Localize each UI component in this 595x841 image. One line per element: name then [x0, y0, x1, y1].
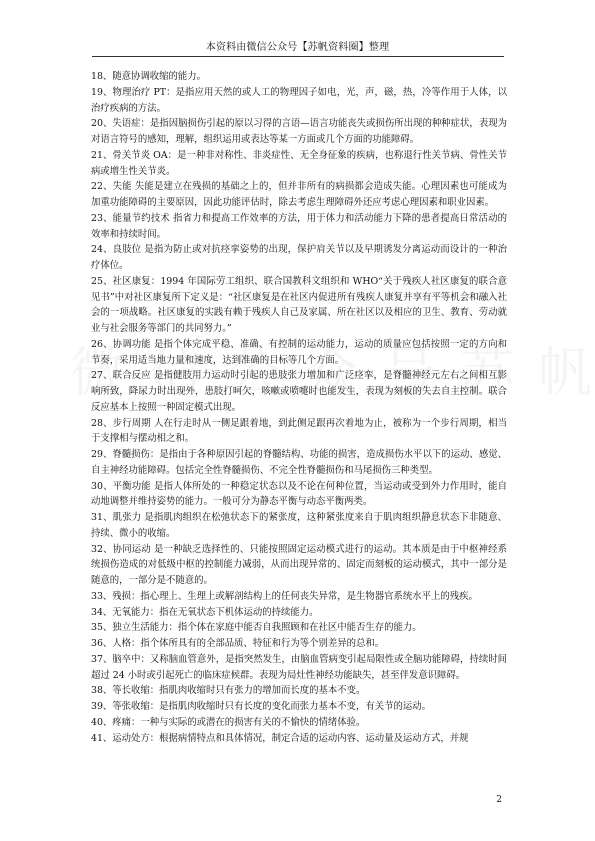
- page-header: 本资料由微信公众号【苏帆资料圈】整理: [205, 42, 390, 53]
- entry-37: 37、脑卒中：又称脑血管意外，是指突然发生，由脑血管病变引起局限性或全脑功能障碍，持续时间超过 24 小时或引起死亡的临床症候群。表现为局灶性神经功能缺失，甚至伴发意识障碍。: [91, 653, 507, 681]
- entry-26: 26、协调功能 是指个体完成平稳、准确、有控制的运动能力，运动的质量应包括按照一定的方向和节奏，采用适当地力量和速度，达到准确的目标等几个方面。: [91, 338, 507, 366]
- entry-38: 38、等长收缩：指肌肉收缩时只有张力的增加而长度的基本不变。: [91, 685, 366, 697]
- entry-28: 28、步行周期 人在行走时从一侧足跟着地，到此侧足跟再次着地为止，被称为一个步行周期，相当于支撑相与摆动相之和。: [91, 417, 507, 445]
- entry-19: 19、物理治疗 PT：是指应用天然的或人工的物理因子如电，光，声，磁，热，冷等作用于人体，以治疗疾病的方法。: [91, 86, 507, 114]
- entry-36: 36、人格：指个体所具有的全部品质、特征和行为等个别差异的总和。: [91, 638, 385, 649]
- entry-20: 20、失语症：是指因脑损伤引起的原以习得的言语—语言功能丧失或损伤所出现的种种症状，表现为对语言符号的感知，理解，组织运用或表达等某一方面或几个方面的功能障碍。: [91, 118, 507, 145]
- header-divider: [92, 56, 504, 57]
- entry-22: 22、失能 失能是建立在残损的基础之上的，但并非所有的病损都会造成失能。心理因素也可能成为加重功能障碍的主要原因，因此功能评估时，除去考虑生理障碍外还应考虑心理因素和职业因素。: [91, 181, 507, 208]
- entry-27: 27、联合反应 是指健肢用力运动时引起的患肢张力增加和广泛痉挛，是脊髓神经元左右之间相互影响所致，降尿力时出现外，患肢打呵欠，咳嗽或喷嚏时也能发生，表现为刻板的失去自主控制。联合反应基本上按照一种固定模式出现。: [91, 370, 507, 413]
- entry-39: 39、等张收缩：是指肌肉收缩时只有长度的变化而张力基本不变，有关节的运动。: [91, 701, 432, 712]
- entry-31: 31、肌张力 是指肌肉组织在松弛状态下的紧张度，这种紧张度来自于肌肉组织静息状态下非随意、持续、微小的收缩。: [91, 512, 507, 539]
- entry-25: 25、社区康复：1994 年国际劳工组织、联合国教科文组织和 WHO“关于残疾人社区康复的联合意见书”中对社区康复所下定义是：“社区康复是在社区内促进所有残疾人康复并享有平等机会和融入社会的一项战略。社区康复的实践有赖于残疾人自己及家属、所在社区以及相应的卫生、教育、劳动就业与社会服务等部门的共同努力。”: [91, 275, 507, 334]
- entry-33: 33、残损：指心理上、生理上或解剖结构上的任何丧失异常，是生物器官系统水平上的残疾。: [91, 590, 478, 602]
- entry-40: 40、疼痛：一种与实际的或潜在的损害有关的不愉快的情绪体验。: [91, 716, 366, 728]
- entry-32: 32、协同运动 是一种缺乏选择性的、只能按照固定运动模式进行的运动。其本质是由于中枢神经系统损伤造成的对低级中枢的控制能力减弱，从而出现异常的、固定而刻板的运动模式，其中一部分是随意的，一部分是不随意的。: [91, 543, 507, 586]
- entry-30: 30、平衡功能 是指人体所处的一种稳定状态以及不论在何种位置，当运动或受到外力作用时，能自动地调整并维持姿势的能力。一般可分为静态平衡与动态平衡两类。: [91, 480, 507, 508]
- entry-34: 34、无氧能力：指在无氧状态下机体运动的持续能力。: [91, 606, 319, 618]
- entry-21: 21、骨关节炎 OA：是一种非对称性、非炎症性、无全身征象的疾病，也称退行性关节病、骨性关节病或增生性关节炎。: [91, 149, 507, 177]
- entry-23: 23、能量节约技术 指省力和提高工作效率的方法，用于体力和活动能力下降的患者提高日常活动的效率和持续时间。: [91, 212, 507, 240]
- entry-41: 41、运动处方：根据病情特点和具体情况，制定合适的运动内容、运动量及运动方式，并规: [91, 732, 469, 744]
- entry-29: 29、脊髓损伤：是指由于各种原因引起的脊髓结构、功能的损害，造成损伤水平以下的运动、感觉、自主神经功能障碍。包括完全性脊髓损伤、不完全性脊髓损伤和马尾损伤三种类型。: [91, 449, 507, 476]
- page-number: 2: [496, 795, 502, 805]
- entry-35: 35、独立生活能力：指个体在家庭中能否自我照顾和在社区中能否生存的能力。: [91, 622, 422, 634]
- entry-24: 24、良肢位 是指为防止或对抗痉挛姿势的出现，保护肩关节以及早期诱发分离运动而设计的一种治疗体位。: [91, 244, 507, 271]
- document-body: [91, 69, 507, 746]
- entry-18: 18、随意协调收缩的能力。: [91, 71, 207, 82]
